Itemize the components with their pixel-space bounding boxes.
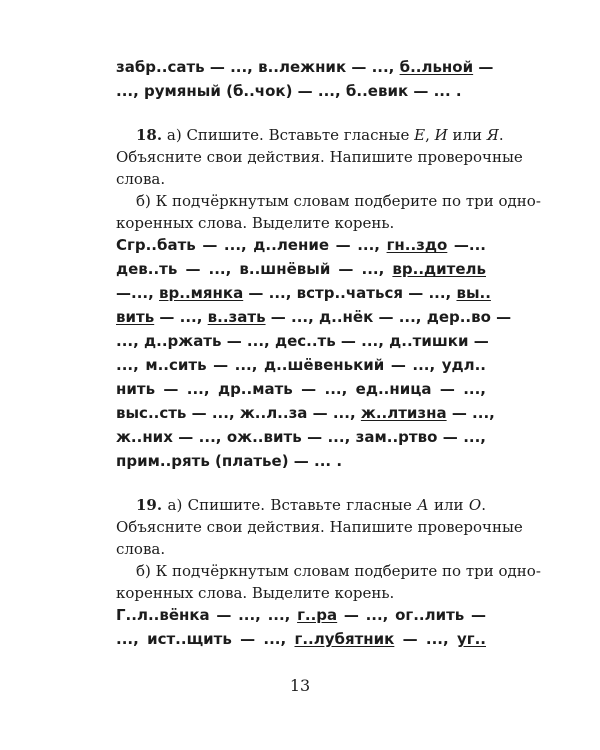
word-line: прим..рять (платье) — ... .: [116, 452, 343, 470]
word-line: ..., ист..щить — ..., г..лубятник — ..., уг..: [116, 630, 486, 648]
exercise-text: коренных слова. Выделите корень.: [116, 584, 395, 602]
underlined-word: в..зать: [207, 308, 266, 326]
text-line: ..., румяный (б..чок) — ..., б..евик — ... .: [116, 82, 462, 100]
exercise-18-task-b: б) К подчёркнутым словам подберите по три одно-: [136, 192, 541, 210]
exercise-number: 19.: [136, 496, 163, 514]
exercise-text: слова.: [116, 540, 166, 558]
underlined-word: гн..здо: [386, 236, 448, 254]
word-line: ..., м..сить — ..., д..шёвенький — ..., удл..: [116, 356, 486, 374]
exercise-text: Объясните свои действия. Напишите проверочные: [116, 148, 523, 166]
underlined-word: б..льной: [399, 58, 474, 76]
exercise-number: 18.: [136, 126, 163, 144]
text-line: забр..сать — ..., в..лежник — ..., б..льной —: [116, 58, 494, 76]
word-line: Г..л..вёнка — ..., ..., г..ра — ..., ог..лить —: [116, 606, 486, 624]
word-line: ..., д..ржать — ..., дес..ть — ..., д..тишки —: [116, 332, 489, 350]
underlined-word: вр..дитель: [392, 260, 486, 278]
word-line: Сгр..бать — ..., д..ление — ..., гн..здо —...: [116, 236, 486, 254]
exercise-18-task-a: 18. а) Спишите. Вставьте гласные Е, И или Я.: [136, 126, 504, 144]
word-line: нить — ..., др..мать — ..., ед..ница — ...,: [116, 380, 486, 398]
underlined-word: ж..лтизна: [360, 404, 447, 422]
word-line: вить — ..., в..зать — ..., д..нёк — ..., дер..во —: [116, 308, 512, 326]
underlined-word: вр..мянка: [159, 284, 244, 302]
exercise-text: слова.: [116, 170, 166, 188]
underlined-word: г..лубятник: [294, 630, 395, 648]
exercise-text: коренных слова. Выделите корень.: [116, 214, 395, 232]
exercise-19-task-b: б) К подчёркнутым словам подберите по три одно-: [136, 562, 541, 580]
exercise-text: Объясните свои действия. Напишите проверочные: [116, 518, 523, 536]
exercise-19-task-a: 19. а) Спишите. Вставьте гласные А или О.: [136, 496, 486, 514]
underlined-word: уг..: [456, 630, 486, 648]
word-line: —..., вр..мянка — ..., встр..чаться — ..., вы..: [116, 284, 491, 302]
word-line: выс..сть — ..., ж..л..за — ..., ж..лтизна — ...,: [116, 404, 495, 422]
page-number: 13: [289, 676, 311, 695]
word-line: ж..них — ..., ож..вить — ..., зам..ртво — ...,: [116, 428, 486, 446]
underlined-word: г..ра: [297, 606, 338, 624]
word-line: дев..ть — ..., в..шнёвый — ..., вр..дитель: [116, 260, 486, 278]
underlined-word: вить: [116, 308, 155, 326]
underlined-word: вы..: [456, 284, 491, 302]
